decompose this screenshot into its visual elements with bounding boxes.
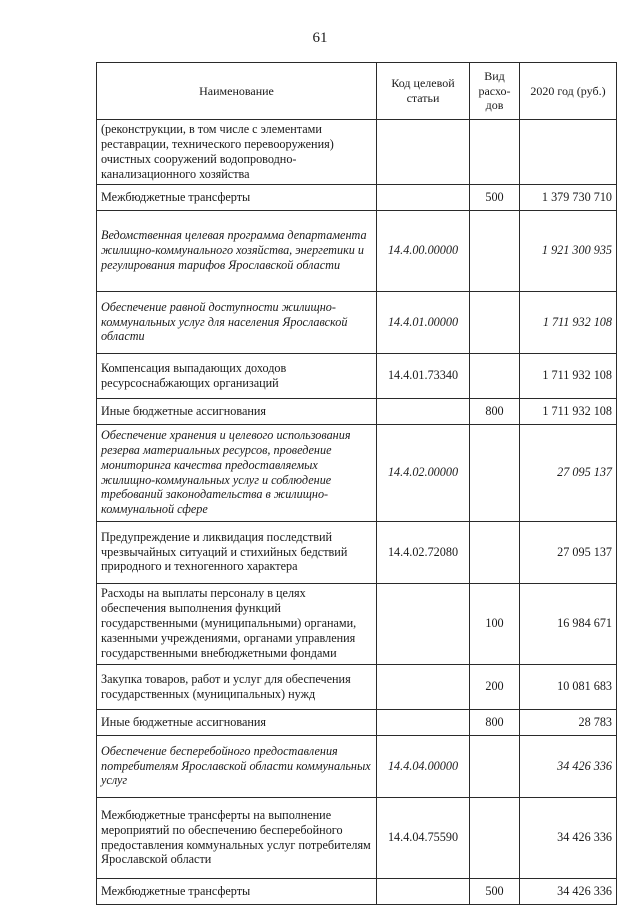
header-vid: Вид расхо-дов	[470, 63, 520, 120]
row-code	[377, 184, 470, 210]
row-sum: 1 379 730 710	[520, 184, 617, 210]
row-code	[377, 878, 470, 904]
row-vid	[470, 291, 520, 353]
header-name: Наименование	[97, 63, 377, 120]
table-row	[97, 735, 617, 797]
row-sum: 28 783	[520, 709, 617, 735]
row-name: (реконструкции, в том числе с элементами реставрации, технического перевооружения) очистных сооружений водопроводно-канализационного хозяйства	[97, 120, 377, 185]
row-name: Обеспечение равной доступности жилищно-коммунальных услуг для населения Ярославской области	[97, 291, 377, 353]
row-vid: 800	[470, 709, 520, 735]
table-row	[97, 210, 617, 291]
row-name: Межбюджетные трансферты	[97, 184, 377, 210]
row-name: Предупреждение и ликвидация последствий чрезвычайных ситуаций и стихийных бедствий природного и техногенного характера	[97, 521, 377, 583]
row-name: Ведомственная целевая программа департамента жилищно-коммунального хозяйства, энергетики и регулирования тарифов Ярославской области	[97, 210, 377, 291]
row-sum: 1 711 932 108	[520, 398, 617, 424]
table-row	[97, 184, 617, 210]
row-vid	[470, 797, 520, 878]
row-name: Иные бюджетные ассигнования	[97, 709, 377, 735]
table-row	[97, 521, 617, 583]
row-sum: 10 081 683	[520, 664, 617, 709]
row-sum: 34 426 336	[520, 797, 617, 878]
row-name: Компенсация выпадающих доходов ресурсоснабжающих организаций	[97, 353, 377, 398]
table-row	[97, 878, 617, 904]
row-code: 14.4.00.00000	[377, 210, 470, 291]
row-code: 14.4.01.00000	[377, 291, 470, 353]
page-number: 61	[312, 30, 328, 46]
row-vid	[470, 120, 520, 185]
row-vid	[470, 424, 520, 521]
row-name: Межбюджетные трансферты	[97, 878, 377, 904]
row-code	[377, 664, 470, 709]
row-sum: 34 426 336	[520, 878, 617, 904]
row-name: Закупка товаров, работ и услуг для обеспечения государственных (муниципальных) нужд	[97, 664, 377, 709]
table-row	[97, 424, 617, 521]
row-code: 14.4.01.73340	[377, 353, 470, 398]
budget-table	[96, 62, 617, 905]
row-vid: 500	[470, 184, 520, 210]
row-sum	[520, 120, 617, 185]
row-sum: 27 095 137	[520, 424, 617, 521]
row-sum: 1 711 932 108	[520, 291, 617, 353]
table-row	[97, 709, 617, 735]
row-code: 14.4.02.72080	[377, 521, 470, 583]
table-row	[97, 120, 617, 185]
table-row	[97, 353, 617, 398]
row-vid: 800	[470, 398, 520, 424]
row-name: Обеспечение хранения и целевого использования резерва материальных ресурсов, проведение мониторинга качества предоставляемых жилищно-коммунальных услуг и соблюдение требований законодательства в жилищно-коммунальной сфере	[97, 424, 377, 521]
row-name: Иные бюджетные ассигнования	[97, 398, 377, 424]
row-vid: 500	[470, 878, 520, 904]
row-sum: 1 711 932 108	[520, 353, 617, 398]
row-code	[377, 583, 470, 664]
table-row	[97, 583, 617, 664]
row-code	[377, 120, 470, 185]
row-vid	[470, 735, 520, 797]
row-code: 14.4.02.00000	[377, 424, 470, 521]
row-code: 14.4.04.75590	[377, 797, 470, 878]
header-sum: 2020 год (руб.)	[520, 63, 617, 120]
row-vid: 200	[470, 664, 520, 709]
table-row	[97, 291, 617, 353]
table-row	[97, 664, 617, 709]
row-name: Межбюджетные трансферты на выполнение мероприятий по обеспечению бесперебойного предоставления коммунальных услуг потребителям Ярославской области	[97, 797, 377, 878]
table-row	[97, 797, 617, 878]
row-vid	[470, 210, 520, 291]
row-code: 14.4.04.00000	[377, 735, 470, 797]
row-code	[377, 709, 470, 735]
table-header-row	[97, 63, 617, 120]
row-sum: 34 426 336	[520, 735, 617, 797]
row-vid: 100	[470, 583, 520, 664]
table-row	[97, 398, 617, 424]
row-sum: 1 921 300 935	[520, 210, 617, 291]
header-code: Код целевой статьи	[377, 63, 470, 120]
row-sum: 27 095 137	[520, 521, 617, 583]
row-vid	[470, 353, 520, 398]
row-code	[377, 398, 470, 424]
row-sum: 16 984 671	[520, 583, 617, 664]
row-vid	[470, 521, 520, 583]
row-name: Обеспечение бесперебойного предоставления потребителям Ярославской области коммунальных услуг	[97, 735, 377, 797]
row-name: Расходы на выплаты персоналу в целях обеспечения выполнения функций государственными (муниципальными) органами, казенными учреждениями, органами управления государственными внебюджетными фондами	[97, 583, 377, 664]
